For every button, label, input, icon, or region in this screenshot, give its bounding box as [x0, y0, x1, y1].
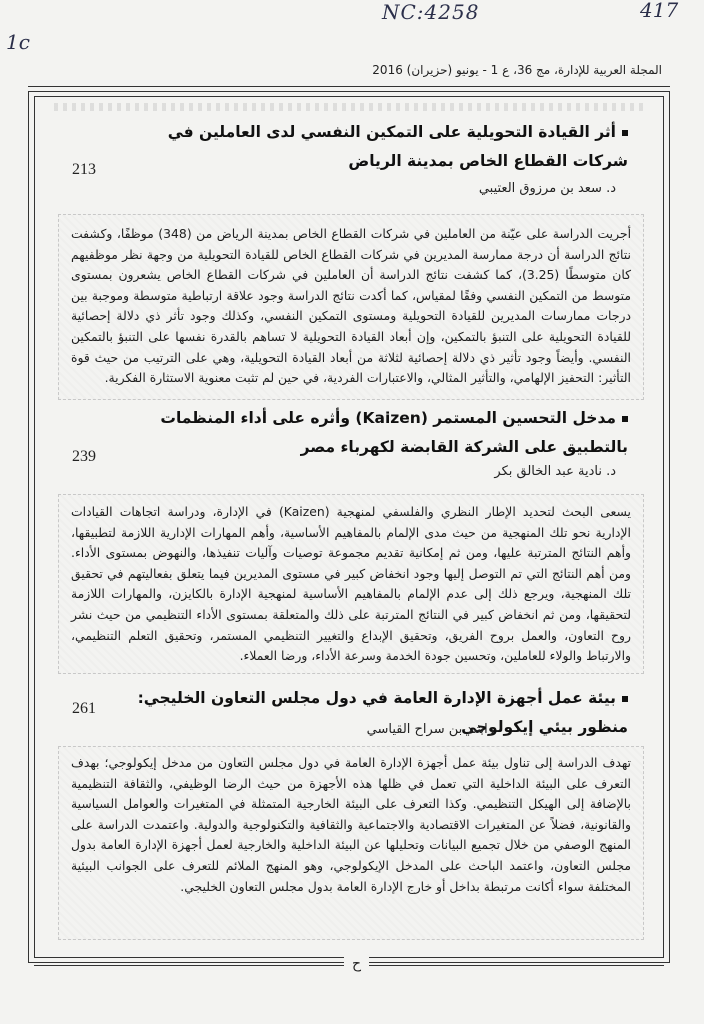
article-title: مدخل التحسين المستمر (Kaizen) وأثره على أداء المنظمات بالتطبيق على الشركة القابضة لكهرباء مصر	[160, 409, 628, 456]
bullet-icon	[622, 696, 628, 702]
page-marker: ح	[344, 956, 369, 972]
article-abstract: يسعى البحث لتحديد الإطار النظري والفلسفي لمنهجية (Kaizen) في الإدارة، ودراسة اتجاهات القيادات الإدارية نحو تلك المنهجية من حيث مدى الإلمام بالمفاهيم الأساسية، وأهم المهارات الإدارية اللازمة لتطبيقها، وأهم النتائج المترتبة عليها، ومن ثم إمكانية تقديم مجموعة توصيات وآليات تنفيذها، والنهوض بمستوى الأداء. ومن أهم النتائج التي تم التوصل إليها وجود انخفاض كبير في مستوى المديرين فيما يتعلق بفعاليتهم في تحقيق تلك المنهجية، ويرجع ذلك إلى عدم الإلمام بالمفاهيم الأساسية لمنهجية الإدارة بالكايزن، والمهارات اللازمة لتحقيقها، ومن ثم انخفاض كبير في النتائج المترتبة على ذلك والمتعلقة بمستوى الأداء التنظيمي من حيث نشر روح التعاون، والعمل بروح الفريق، وتحقيق الإبداع والتغيير التنظيمي المستمر، وتحقيق التعلم التنظيمي، والارتباط والولاء للعاملين، وتحسين جودة الخدمة وسرعة الأداء، ورضا العملاء.	[58, 494, 644, 674]
handwritten-mark: 1c	[6, 30, 30, 54]
article-page-number: 239	[72, 448, 96, 465]
article-abstract: تهدف الدراسة إلى تناول بيئة عمل أجهزة الإدارة العامة في دول مجلس التعاون من مدخل إيكولوجي؛ بهدف التعرف على البيئة الداخلية التي تعمل في ظلها هذه الأجهزة من حيث الرضا الوظيفي، والثقافة التنظيمية بالإضافة إلى الهيكل التنظيمي. وكذا التعرف على البيئة الخارجية المتمثلة في المتغيرات والعوامل السياسية والقانونية، فضلاً عن المتغيرات الاقتصادية والاجتماعية والثقافية والتكنولوجية والدولية. واعتمدت الدراسة على المنهج الوصفي من خلال تجميع البيانات وتحليلها عن البيئة الداخلية والخارجية لعمل أجهزة الإدارة العامة بدول مجلس التعاون، واعتمد الباحث على المدخل الإيكولوجي، وهو المنهج الملائم للتعرف على الجوانب البيئية المختلفة سواء أكانت مرتبطة بداخل أو خارج الإدارة العامة بدول مجلس التعاون الخليجي.	[58, 746, 644, 940]
decorative-border	[54, 103, 646, 111]
article-page-number: 213	[72, 161, 96, 178]
journal-header: المجلة العربية للإدارة، مج 36، ع 1 - يونيو (حزيران) 2016	[372, 63, 662, 77]
article-abstract: أجريت الدراسة على عيّنة من العاملين في شركات القطاع الخاص بمدينة الرياض من (348) موظفًا، وكشفت نتائج الدراسة أن درجة ممارسة المديرين في شركات القطاع الخاص للقيادة التحويلية من وجهة نظر موظفيهم كان متوسطًا (3.25)، كما كشفت نتائج الدراسة أن العاملين في شركات القطاع الخاص يشعرون بمستوى متوسط من التمكين النفسي وفقًا لمقياس، كما أكدت نتائج الدراسة وجود علاقة ارتباطية متوسطة وموجبة بين درجات ممارسات المديرين للقيادة التحويلية ومستوى التمكين النفسي، وكذلك وجود تأثر ذي دلالة إحصائية للقيادة التحويلية على التنبؤ بالتمكين، وإن أبعاد القيادة التحويلية لا تساهم بالقدرة نفسها على التنبؤ بالتمكين النفسي. وأيضاً وجود تأثير ذي دلالة إحصائية لثلاثة من أبعاد القيادة التحويلية، وهي على الترتيب من حيث قوة التأثير: التحفيز الإلهامي، والتأثير المثالي، والاعتبارات الفردية، في حين لم تثبت معنوية الاستثارة الفكرية.	[58, 214, 644, 400]
header-divider	[28, 86, 670, 87]
article-page-number: 261	[72, 700, 96, 717]
article-title: أثر القيادة التحويلية على التمكين النفسي لدى العاملين في شركات القطاع الخاص بمدينة الرياض	[167, 123, 628, 170]
bullet-icon	[622, 130, 628, 136]
article-author: راشد بن سراح القياسي	[366, 722, 494, 737]
bullet-icon	[622, 416, 628, 422]
article-author: د. سعد بن مرزوق العتيبي	[478, 181, 616, 196]
handwritten-code: NC:4258	[382, 0, 480, 24]
article-author: د. نادية عبد الخالق بكر	[494, 464, 616, 479]
handwritten-number: 417	[640, 0, 679, 22]
article-title: بيئة عمل أجهزة الإدارة العامة في دول مجلس التعاون الخليجي: منظور بيئي إيكولوجي	[137, 689, 628, 736]
